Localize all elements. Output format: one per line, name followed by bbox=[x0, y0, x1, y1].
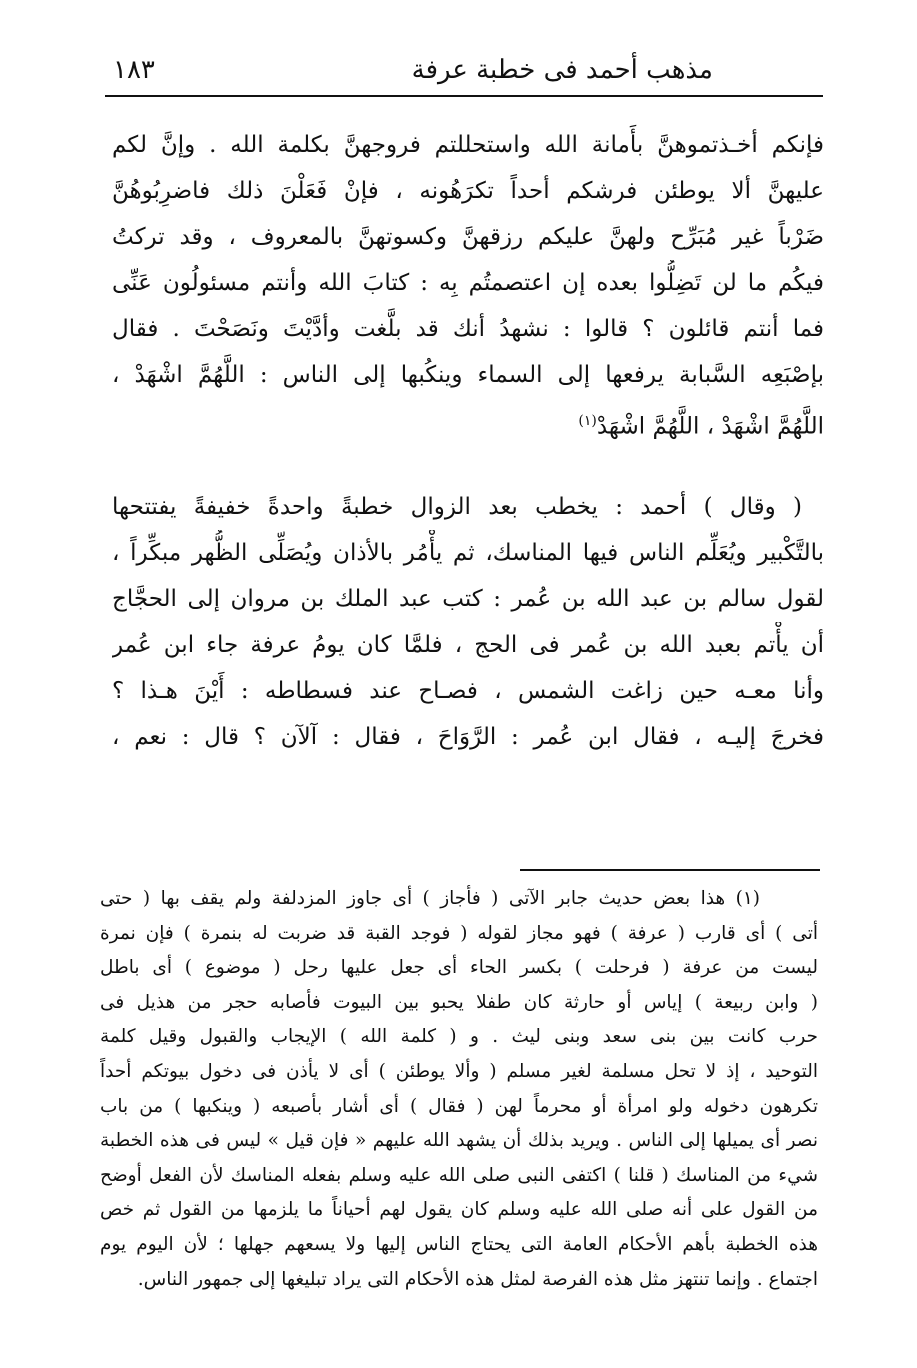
footnote-line: هذه الخطبة بأهم الأحكام العامة التى يحتاج الناس إليها ولا يسعهم جهلها ؛ لأن اليوم يوم bbox=[100, 1233, 818, 1255]
page-number: ١٨٣ bbox=[113, 55, 155, 85]
text-line: فإنكم أخـذتموهنَّ بأَمانة الله واستحللتم فروجهنَّ بكلمة الله . وإنَّ لكم bbox=[112, 132, 824, 158]
paragraph-1 bbox=[112, 122, 824, 450]
text-line: فما أنتم قائلون ؟ قالوا : نشهدُ أنك قد بلَّغت وأدَّيْتَ ونَصَحْتَ . فقال bbox=[112, 316, 824, 342]
text-line: فخرجَ إليـه ، فقال ابن عُمر : الرَّوَاحَ ، فقال : آلآن ؟ قال : نعم ، bbox=[112, 723, 824, 750]
footnote-line: اجتماع . وإنما تنتهز مثل هذه الفرصة لمثل هذه الأحكام التى يراد تبليغها إلى جمهور الناس. bbox=[137, 1268, 818, 1290]
footnote-marker: (١) bbox=[578, 413, 597, 429]
text-line: عليهنَّ ألا يوطئن فرشكم أحداً تكرَهُونه ، فإنْ فَعَلْنَ ذلك فاضرِبُوهُنَّ bbox=[112, 178, 824, 204]
footnote-line: ليست من عرفة ( فرحلت ) بكسر الحاء أى جعل عليها رحل ( موضوع ) أى باطل bbox=[100, 957, 818, 979]
text-line: لقول سالم بن عبد الله بن عُمر : كتب عبد الملك بن مروان إلى الحجَّاج bbox=[112, 585, 824, 612]
text-line bbox=[112, 398, 824, 450]
footnote-rule bbox=[520, 869, 820, 871]
text-line: ( وقال ) أحمد : يخطب بعد الزوال خطبةً واحدةً خفيفةً يفتتحها bbox=[112, 493, 802, 520]
text-line-content: اللَّهُمَّ اشْهَدْ ، اللَّهُمَّ اشْهَدْ bbox=[596, 413, 824, 440]
text-line: فيكُم ما لن تَضِلُّوا بعده إن اعتصمتُم بِه : كتابَ الله وأنتم مسئولُون عَنِّى bbox=[112, 270, 824, 296]
footnote-line: نصر أى يميلها إلى الناس . ويريد بذلك أن يشهد الله عليهم « فإن قيل » ليس فى هذه الخطبة bbox=[100, 1130, 818, 1152]
text-line: بإصْبَعِه السَّبابة يرفعها إلى السماء وينكُبها إلى الناس : اللَّهُمَّ اشْهَدْ ، bbox=[112, 362, 824, 388]
header-rule bbox=[105, 95, 823, 97]
footnotes bbox=[100, 882, 818, 1297]
footnote-line: أتى ) أى قارب ( عرفة ) فهو مجاز لقوله ( فوجد القبة قد ضربت له بنمرة ) فإن نمرة bbox=[100, 922, 818, 944]
text-line: ضَرْباً غير مُبَرِّح ولهنَّ عليكم رزقهنَّ وكسوتهنَّ بالمعروف ، وقد تركتُ bbox=[112, 224, 824, 250]
text-line: بالتَّكْبير ويُعَلِّم الناس فيها المناسك، ثم يأْمُر بالأذان ويُصَلِّى الظُّهر مبكِّراً ، bbox=[112, 539, 824, 566]
footnote-line: من القول على أنه صلى الله عليه وسلم كان يقول لهم أحياناً ما يلزمها من القول ثم خص bbox=[100, 1199, 818, 1221]
main-text bbox=[112, 122, 824, 760]
footnote-line: ( وابن ربيعة ) إياس أو حارثة كان طفلا يحبو بين البيوت فأصابه حجر من هذيل فى bbox=[100, 991, 818, 1013]
paragraph-2 bbox=[112, 484, 824, 760]
footnote-line: تكرهون دخوله ولو امرأة أو محرماً لهن ( فقال ) أى أشار بأصبعه ( وينكبها ) من باب bbox=[100, 1095, 818, 1117]
footnote-line: حرب كانت بين بنى سعد وبنى ليث . و ( كلمة الله ) الإيجاب والقبول وقيل كلمة bbox=[100, 1026, 818, 1048]
footnote-line: التوحيد ، إذ لا تحل مسلمة لغير مسلم ( وألا يوطئن ) أى لا يأذن فى دخول بيوتكم أحداً bbox=[100, 1060, 818, 1082]
footnote-line: شيء من المناسك ( قلنا ) اكتفى النبى صلى الله عليه وسلم بفعله المناسك لأن الفعل أوضح bbox=[100, 1164, 818, 1186]
page-header bbox=[105, 50, 825, 90]
text-line: وأنا معـه حين زاغت الشمس ، فصـاح عند فسطاطه : أَيْنَ هـذا ؟ bbox=[112, 677, 824, 704]
footnote-line: (١) هذا بعض حديث جابر الآتى ( فأجاز ) أى جاوز المزدلفة ولم يقف بها ( حتى bbox=[100, 888, 760, 909]
running-title: مذهب أحمد فى خطبة عرفة bbox=[411, 55, 713, 85]
text-line: أن يأْتم بعبد الله بن عُمر فى الحج ، فلمَّا كان يومُ عرفة جاء ابن عُمر bbox=[112, 631, 824, 658]
